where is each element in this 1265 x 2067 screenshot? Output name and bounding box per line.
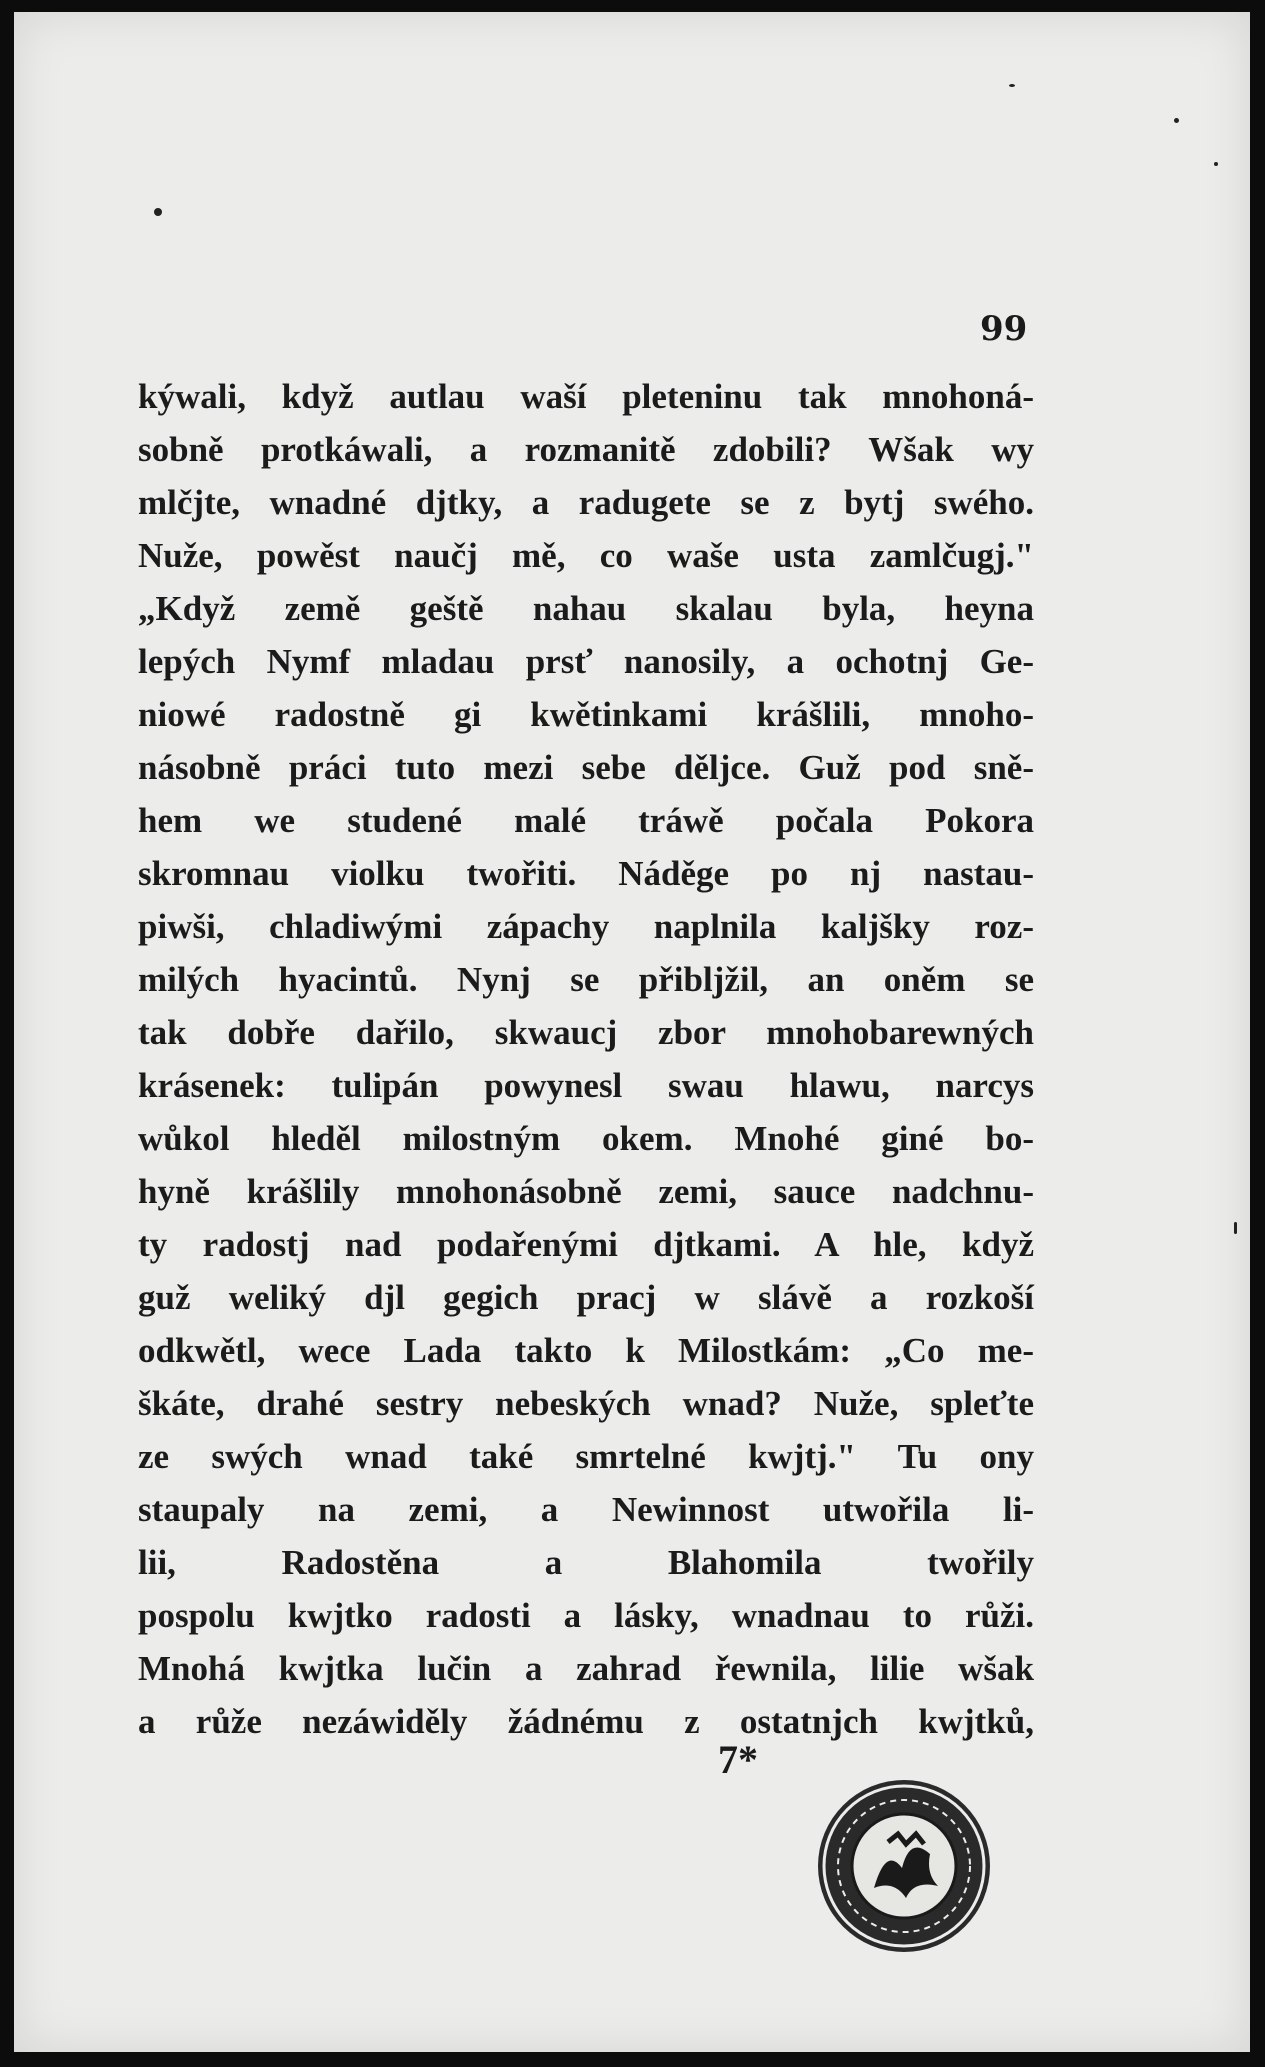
- text-line: skromnau violku twořiti. Náděge po nj nastau-: [138, 854, 1034, 893]
- text-line: sobně protkáwali, a rozmanitě zdobili? Wšak wy: [138, 430, 1034, 469]
- text-line: Mnohá kwjtka lučin a zahrad řewnila, lilie wšak: [138, 1649, 1034, 1688]
- text-line: guž weliký djl gegich pracj w slávě a rozkoší: [138, 1278, 1034, 1317]
- text-line: „Když země geště nahau skalau byla, heyna: [138, 589, 1034, 628]
- text-line: pospolu kwjtko radosti a lásky, wnadnau to růži.: [138, 1596, 1034, 1635]
- text-line: škáte, drahé sestry nebeských wnad? Nuže, spleťte: [138, 1384, 1034, 1423]
- page-number: 99: [980, 309, 1028, 349]
- text-line: ze swých wnad také smrtelné kwjtj." Tu ony: [138, 1437, 1034, 1476]
- text-line: milých hyacintů. Nynj se přibljžil, an oněm se: [138, 960, 1034, 999]
- text-line: tak dobře dařilo, skwaucj zbor mnohobarewných: [138, 1013, 1034, 1052]
- text-line: staupaly na zemi, a Newinnost utwořila li-: [138, 1490, 1034, 1529]
- text-line: hem we studené malé tráwě počala Pokora: [138, 801, 1034, 840]
- text-line: piwši, chladiwými zápachy naplnila kaljšky roz-: [138, 907, 1034, 946]
- text-line: lii, Radostěna a Blahomila twořily: [138, 1543, 1034, 1582]
- book-page: [14, 12, 1250, 2052]
- text-line: mlčjte, wnadné djtky, a radugete se z bytj swého.: [138, 483, 1034, 522]
- text-line: kýwali, když autlau waší pleteninu tak mnohoná-: [138, 377, 1034, 416]
- text-line: ty radostj nad podařenými djtkami. A hle, když: [138, 1225, 1034, 1264]
- text-line: odkwětl, wece Lada takto k Milostkám: „Co me-: [138, 1331, 1034, 1370]
- text-line: hyně krášlily mnohonásobně zemi, sauce nadchnu-: [138, 1172, 1034, 1211]
- text-line: krásenek: tulipán powynesl swau hlawu, narcys: [138, 1066, 1034, 1105]
- text-line: niowé radostně gi kwětinkami krášlili, mnoho-: [138, 695, 1034, 734]
- signature-mark: 7*: [718, 1737, 758, 1782]
- text-line: a růže nezáwiděly žádnému z ostatnjch kwjtků,: [138, 1702, 1034, 1741]
- page-text: [138, 370, 1034, 1748]
- text-line: násobně práci tuto mezi sebe děljce. Guž pod sně-: [138, 748, 1034, 787]
- text-line: lepých Nymf mladau prsť nanosily, a ochotnj Ge-: [138, 642, 1034, 681]
- library-stamp-icon: [814, 1776, 994, 1956]
- text-line: wůkol hleděl milostným okem. Mnohé giné bo-: [138, 1119, 1034, 1158]
- text-line: Nuže, powěst naučj mě, co waše usta zamlčugj.": [138, 536, 1034, 575]
